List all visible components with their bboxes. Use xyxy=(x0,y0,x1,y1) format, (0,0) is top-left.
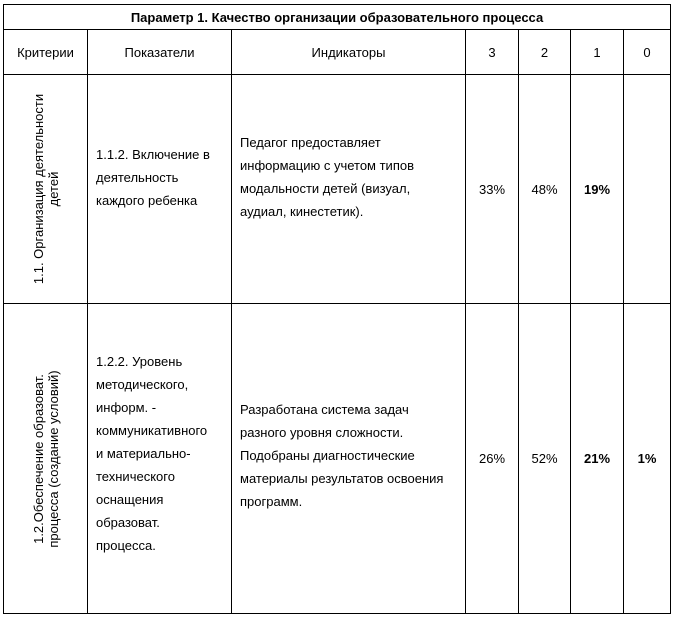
indicator-text-line: 1.1.2. Включение в xyxy=(96,147,210,163)
descriptor-text-line: аудиал, кинестетик). xyxy=(240,204,364,220)
evaluation-table xyxy=(3,4,671,614)
header-score-3: 3 xyxy=(466,30,519,75)
score-0-cell: 1% xyxy=(624,304,671,614)
score-1-cell: 19% xyxy=(571,75,624,304)
indicator-text-line: процесса. xyxy=(96,538,156,554)
criterion-text-line: процесса (создание условий) xyxy=(45,370,61,548)
descriptor-cell xyxy=(232,75,466,304)
indicator-text-line: образоват. xyxy=(96,515,160,531)
score-3-cell: 26% xyxy=(466,304,519,614)
indicator-text-line: методического, xyxy=(96,377,189,393)
score-2-cell: 48% xyxy=(519,75,571,304)
descriptor-text-line: материалы результатов освоения xyxy=(240,471,444,487)
score-3-cell: 33% xyxy=(466,75,519,304)
header-indicators: Показатели xyxy=(88,30,232,75)
score-1-cell: 21% xyxy=(571,304,624,614)
descriptor-cell xyxy=(232,304,466,614)
indicator-text-line: 1.2.2. Уровень xyxy=(96,354,183,370)
table-row xyxy=(4,75,671,304)
criterion-cell xyxy=(4,304,88,614)
header-score-2: 2 xyxy=(519,30,571,75)
score-0-cell xyxy=(624,75,671,304)
descriptor-text-line: модальности детей (визуал, xyxy=(240,181,411,197)
descriptor-text-line: информацию с учетом типов xyxy=(240,158,414,174)
header-descriptors: Индикаторы xyxy=(232,30,466,75)
indicator-text-line: технического xyxy=(96,469,175,485)
descriptor-text-line: программ. xyxy=(240,494,303,510)
indicator-text-line: коммуникативного xyxy=(96,423,208,439)
indicator-text-line: и материально- xyxy=(96,446,191,462)
indicator-cell xyxy=(88,75,232,304)
criterion-text-line: 1.1. Организация деятельности xyxy=(30,94,46,285)
descriptor-text-line: Подобраны диагностические xyxy=(240,448,415,464)
header-score-1: 1 xyxy=(571,30,624,75)
header-criteria: Критерии xyxy=(4,30,88,75)
criterion-text-line: 1.2.Обеспечение образоват. xyxy=(30,373,46,544)
indicator-text-line: оснащения xyxy=(96,492,164,508)
indicator-text-line: деятельность xyxy=(96,170,179,186)
table-title: Параметр 1. Качество организации образовательного процесса xyxy=(4,5,671,30)
table-row xyxy=(4,304,671,614)
descriptor-text-line: разного уровня сложности. xyxy=(240,425,404,441)
indicator-text-line: каждого ребенка xyxy=(96,193,198,209)
score-2-cell: 52% xyxy=(519,304,571,614)
header-score-0: 0 xyxy=(624,30,671,75)
criterion-cell xyxy=(4,75,88,304)
indicator-cell xyxy=(88,304,232,614)
indicator-text-line: информ. - xyxy=(96,400,157,416)
descriptor-text-line: Разработана система задач xyxy=(240,402,409,418)
criterion-text-line: детей xyxy=(45,172,61,207)
descriptor-text-line: Педагог предоставляет xyxy=(240,135,381,151)
